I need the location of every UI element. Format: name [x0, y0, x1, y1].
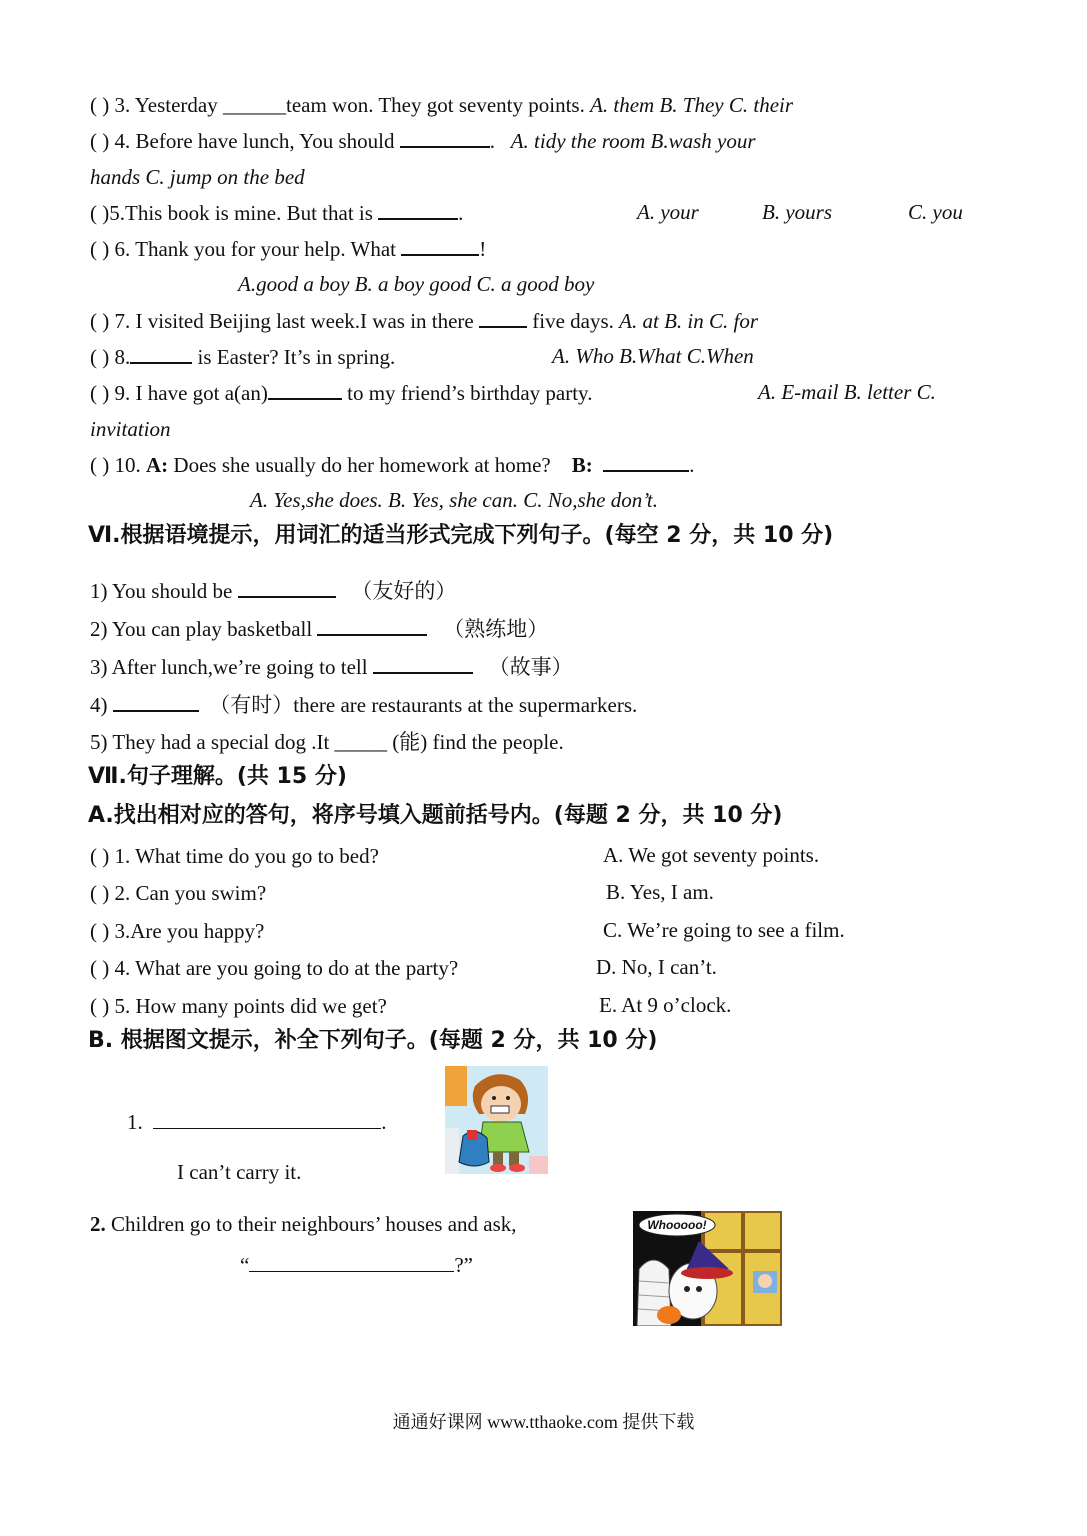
fill-item-1: 1) You should be （友好的） [90, 579, 457, 603]
question-3: ( ) 3. Yesterday ______team won. They got seventy points. A. them B. They C. their [90, 93, 794, 117]
answer-blank[interactable] [238, 578, 336, 598]
answer-blank[interactable] [400, 128, 490, 148]
answer-blank[interactable] [113, 692, 199, 712]
answer-blank[interactable] [603, 452, 689, 472]
match-question-1: ( ) 1. What time do you go to bed? [90, 844, 379, 868]
question-9-options: A. E-mail B. letter C. [758, 380, 936, 404]
answer-blank[interactable] [153, 1110, 381, 1129]
cartoon-boy-carrying-bag-image [445, 1066, 548, 1174]
match-answer-d: D. No, I can’t. [596, 955, 717, 979]
picture-question-2: 2. Children go to their neighbours’ houses and ask, [90, 1212, 517, 1236]
match-question-4: ( ) 4. What are you going to do at the party? [90, 956, 459, 980]
question-10-options: A. Yes,she does. B. Yes, she can. C. No,she don’t. [250, 488, 658, 512]
picture-question-1-line2: I can’t carry it. [177, 1160, 302, 1184]
page-footer: 通通好课网 www.tthaoke.com 提供下载 [392, 1412, 695, 1432]
match-question-5: ( ) 5. How many points did we get? [90, 994, 387, 1018]
question-6: ( ) 6. Thank you for your help. What ! [90, 237, 487, 261]
question-8-options: A. Who B.What C.When [552, 344, 754, 368]
match-question-2: ( ) 2. Can you swim? [90, 881, 267, 905]
section-7a-heading: A.找出相对应的答句，将序号填入题前括号内。(每题 2 分，共 10 分) [88, 803, 783, 828]
match-answer-c: C. We’re going to see a film. [603, 918, 845, 942]
answer-blank[interactable] [130, 344, 192, 364]
question-4: ( ) 4. Before have lunch, You should . A. tidy the room B.wash your [90, 129, 756, 153]
question-4-continued: hands C. jump on the bed [90, 165, 305, 189]
section-6-heading: Ⅵ.根据语境提示，用词汇的适当形式完成下列句子。(每空 2 分，共 10 分) [88, 523, 834, 548]
question-6-options: A.good a boy B. a boy good C. a good boy [238, 272, 595, 296]
question-8: ( ) 8. is Easter? It’s in spring. [90, 345, 396, 369]
question-5-option-a: A. your [637, 200, 699, 224]
halloween-trick-or-treat-image [633, 1211, 782, 1326]
section-7-heading: Ⅶ.句子理解。(共 15 分) [88, 764, 347, 789]
match-answer-e: E. At 9 o’clock. [599, 993, 732, 1017]
answer-blank[interactable] [317, 616, 427, 636]
picture-question-2-answer: “ ?” [240, 1253, 473, 1277]
answer-blank[interactable] [268, 380, 342, 400]
fill-item-5: 5) They had a special dog .It _____ (能) find the people. [90, 730, 564, 754]
fill-item-2: 2) You can play basketball （熟练地） [90, 617, 549, 641]
match-answer-a: A. We got seventy points. [603, 843, 820, 867]
answer-blank[interactable] [401, 236, 479, 256]
picture-question-1: 1. . [127, 1110, 387, 1134]
answer-blank[interactable] [479, 308, 527, 328]
question-9: ( ) 9. I have got a(an) to my friend’s birthday party. [90, 381, 593, 405]
question-5-option-b: B. yours [762, 200, 832, 224]
match-answer-b: B. Yes, I am. [606, 880, 714, 904]
question-9-continued: invitation [90, 417, 171, 441]
answer-blank[interactable] [378, 200, 458, 220]
fill-item-3: 3) After lunch,we’re going to tell （故事） [90, 655, 573, 679]
question-5: ( )5.This book is mine. But that is . [90, 201, 464, 225]
question-7: ( ) 7. I visited Beijing last week.I was in there five days. A. at B. in C. for [90, 309, 758, 333]
answer-blank[interactable] [373, 654, 473, 674]
question-5-option-c: C. you [908, 200, 963, 224]
question-10: ( ) 10. A: Does she usually do her homework at home? B: . [90, 453, 695, 477]
whoo-speech-text: Whooooo! [647, 1218, 707, 1232]
fill-item-4: 4) （有时）there are restaurants at the supermarkers. [90, 693, 638, 717]
match-question-3: ( ) 3.Are you happy? [90, 919, 265, 943]
section-7b-heading: B. 根据图文提示，补全下列句子。(每题 2 分，共 10 分) [88, 1028, 658, 1053]
answer-blank[interactable] [249, 1253, 454, 1272]
